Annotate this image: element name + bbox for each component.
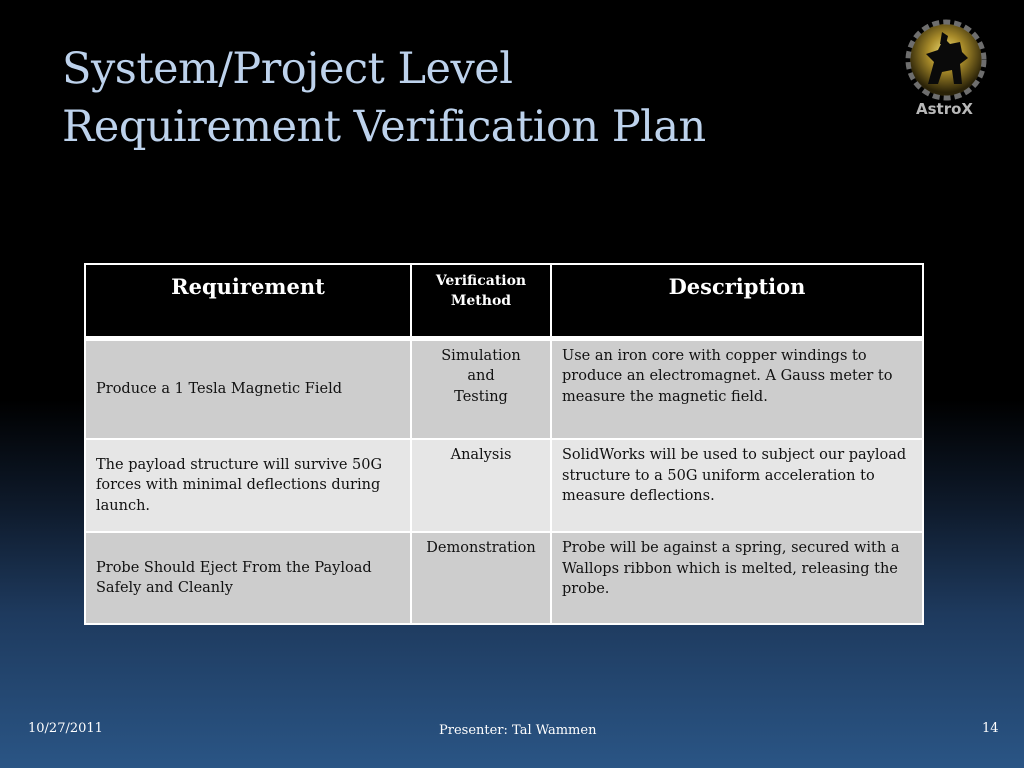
astrox-logo (904, 14, 1000, 126)
method-line: Simulation (441, 347, 521, 364)
method-cell (411, 532, 551, 624)
logo-text: AstroX (916, 100, 973, 118)
description-cell: Probe will be against a spring, secured with a Wallops ribbon which is melted, releasing the probe. (551, 532, 923, 624)
table-row (85, 532, 923, 624)
description-cell: Use an iron core with copper windings to produce an electromagnet. A Gauss meter to measure the magnetic field. (551, 338, 923, 439)
method-line: and (467, 368, 495, 384)
footer-presenter: Presenter: Tal Wammen (439, 723, 597, 738)
header-description: Description (551, 264, 923, 338)
header-verification-method: Verification Method (411, 264, 551, 338)
method-line: Analysis (450, 447, 512, 463)
description-cell: SolidWorks will be used to subject our payload structure to a 50G uniform acceleration to measure deflections. (551, 439, 923, 532)
table-header-row (85, 264, 923, 338)
slide-title-line-1: System/Project Level (62, 44, 513, 94)
header-requirement: Requirement (85, 264, 411, 338)
verification-table (84, 263, 922, 625)
requirement-cell: The payload structure will survive 50G forces with minimal deflections during launch. (85, 439, 411, 532)
method-cell (411, 439, 551, 532)
method-line: Testing (454, 388, 508, 405)
slide-title (62, 40, 706, 156)
slide-number: 14 (982, 721, 999, 736)
slide-title-line-2: Requirement Verification Plan (62, 102, 706, 152)
footer-date: 10/27/2011 (28, 721, 103, 736)
method-line: Demonstration (426, 540, 536, 556)
requirement-cell: Produce a 1 Tesla Magnetic Field (85, 338, 411, 439)
table-row (85, 439, 923, 532)
method-cell (411, 338, 551, 439)
requirement-cell: Probe Should Eject From the Payload Safely and Cleanly (85, 532, 411, 624)
table-row (85, 338, 923, 439)
